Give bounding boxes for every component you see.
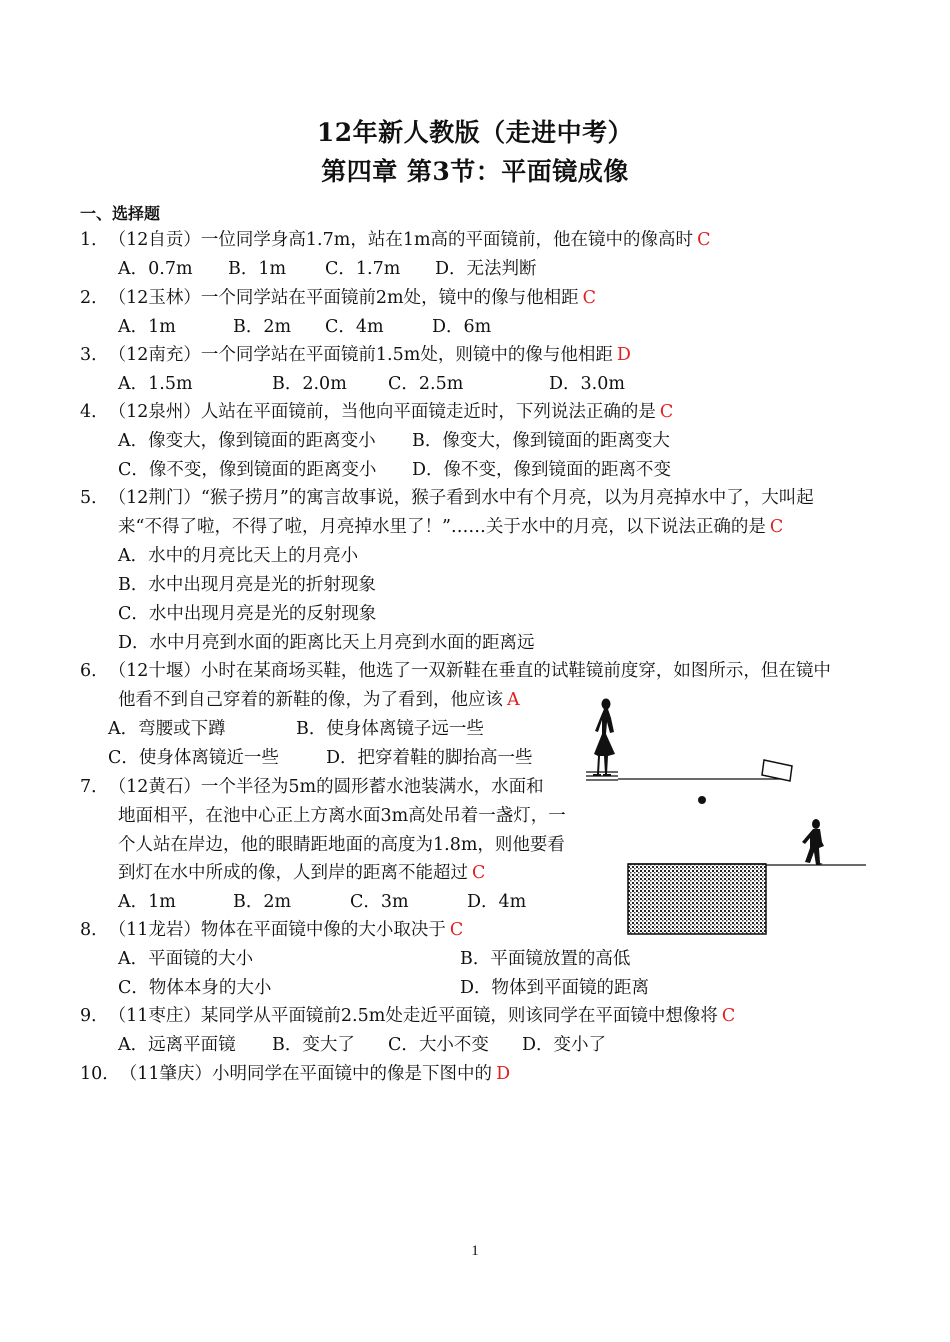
q5-option-d: D．水中月亮到水面的距离比天上月亮到水面的距离远 — [118, 633, 535, 653]
pool-water — [628, 864, 766, 934]
q8-option-a: A．平面镜的大小 — [118, 949, 254, 969]
document-subtitle: 第四章 第3节：平面镜成像 — [321, 157, 629, 186]
q9-option-a: A．远离平面镜 — [118, 1035, 236, 1055]
q7-option-d: D．4m — [467, 892, 527, 912]
question-2: 2．（12玉林）一个同学站在平面镜前2m处，镜中的像与他相距 C — [80, 288, 597, 308]
question-8: 8．（11龙岩）物体在平面镜中像的大小取决于 C — [80, 920, 464, 940]
answer-9: C — [721, 1006, 736, 1026]
q2-option-a: A．1m — [118, 317, 176, 337]
mirror-figure — [584, 692, 804, 792]
answer-4: C — [659, 402, 674, 422]
q8-option-b: B．平面镜放置的高低 — [460, 949, 631, 969]
section-heading: 一、选择题 — [80, 204, 161, 223]
q9-option-d: D．变小了 — [522, 1035, 607, 1055]
question-9: 9．（11枣庄）某同学从平面镜前2.5m处走近平面镜，则该同学在平面镜中想像将 C — [80, 1006, 736, 1026]
q4-option-c: C．像不变，像到镜面的距离变小 — [118, 460, 377, 480]
answer-5: C — [769, 517, 784, 537]
page-number: 1 — [471, 1243, 479, 1259]
q7-option-a: A．1m — [118, 892, 176, 912]
q1-option-a: A．0.7m — [118, 259, 193, 279]
q3-option-c: C．2.5m — [388, 374, 464, 394]
q5-option-b: B．水中出现月亮是光的折射现象 — [118, 575, 376, 595]
question-7-line-4: 到灯在水中所成的像，人到岸的距离不能超过 C — [118, 863, 486, 883]
question-6: 6．（12十堰）小时在某商场买鞋，他选了一双新鞋在垂直的试鞋镜前度穿，如图所示，但在镜中 — [80, 661, 831, 681]
question-6-line-2: 他看不到自己穿着的新鞋的像，为了看到，他应该 A — [118, 690, 520, 710]
q3-option-d: D．3.0m — [549, 374, 625, 394]
answer-3: D — [616, 345, 631, 365]
question-7: 7．（12黄石）一个半径为5m的圆形蓄水池装满水，水面和 — [80, 777, 544, 797]
mirror-shape — [762, 760, 792, 781]
question-5-line-2: 来“不得了啦，不得了啦，月亮掉水里了！”……关于水中的月亮，以下说法正确的是 C — [118, 517, 784, 537]
answer-7: C — [472, 863, 486, 883]
question-5: 5．（12荆门）“猴子捞月”的寓言故事说，猴子看到水中有个月亮，以为月亮掉水中了，大叫起 — [80, 488, 814, 508]
document-title: 12年新人教版（走进中考） — [316, 118, 634, 147]
mat-lines — [586, 772, 618, 780]
pool-figure — [624, 790, 868, 940]
answer-6: A — [507, 690, 520, 710]
answer-1: C — [697, 230, 711, 250]
woman-silhouette-icon — [593, 699, 615, 777]
q1-option-c: C．1.7m — [325, 259, 401, 279]
q6-option-d: D．把穿着鞋的脚抬高一些 — [326, 748, 533, 768]
q2-option-d: D．6m — [432, 317, 492, 337]
q5-option-a: A．水中的月亮比天上的月亮小 — [118, 546, 359, 566]
question-10: 10．（11肇庆）小明同学在平面镜中的像是下图中的 D — [80, 1064, 511, 1084]
q9-option-b: B．变大了 — [272, 1035, 355, 1055]
q8-option-c: C．物体本身的大小 — [118, 978, 272, 998]
q7-option-c: C．3m — [350, 892, 409, 912]
answer-8: C — [449, 920, 464, 940]
answer-10: D — [496, 1064, 511, 1084]
question-4: 4．（12泉州）人站在平面镜前，当他向平面镜走近时，下列说法正确的是 C — [80, 402, 674, 422]
q9-option-c: C．大小不变 — [388, 1035, 489, 1055]
q4-option-b: B．像变大，像到镜面的距离变大 — [412, 431, 670, 451]
q2-option-c: C．4m — [325, 317, 384, 337]
person-icon — [802, 819, 824, 865]
q3-option-b: B．2.0m — [272, 374, 347, 394]
q5-option-c: C．水中出现月亮是光的反射现象 — [118, 604, 377, 624]
lamp-icon — [698, 796, 706, 804]
q1-option-d: D．无法判断 — [435, 259, 537, 279]
answer-2: C — [582, 288, 597, 308]
q6-option-c: C．使身体离镜近一些 — [108, 748, 279, 768]
q6-option-a: A．弯腰或下蹲 — [108, 719, 226, 739]
q2-option-b: B．2m — [233, 317, 292, 337]
question-7-line-3: 个人站在岸边，他的眼睛距地面的高度为1.8m，则他要看 — [118, 835, 565, 855]
question-1: 1．（12自贡）一位同学身高1.7m，站在1m高的平面镜前，他在镜中的像高时 C — [80, 230, 711, 250]
q8-option-d: D．物体到平面镜的距离 — [460, 978, 650, 998]
q1-option-b: B．1m — [228, 259, 287, 279]
q3-option-a: A．1.5m — [118, 374, 193, 394]
q4-option-a: A．像变大，像到镜面的距离变小 — [118, 431, 376, 451]
q7-option-b: B．2m — [233, 892, 292, 912]
question-3: 3．（12南充）一个同学站在平面镜前1.5m处，则镜中的像与他相距 D — [80, 345, 631, 365]
q6-option-b: B．使身体离镜子远一些 — [296, 719, 484, 739]
question-7-line-2: 地面相平，在池中心正上方离水面3m高处吊着一盏灯，一 — [118, 806, 566, 826]
q4-option-d: D．像不变，像到镜面的距离不变 — [412, 460, 672, 480]
